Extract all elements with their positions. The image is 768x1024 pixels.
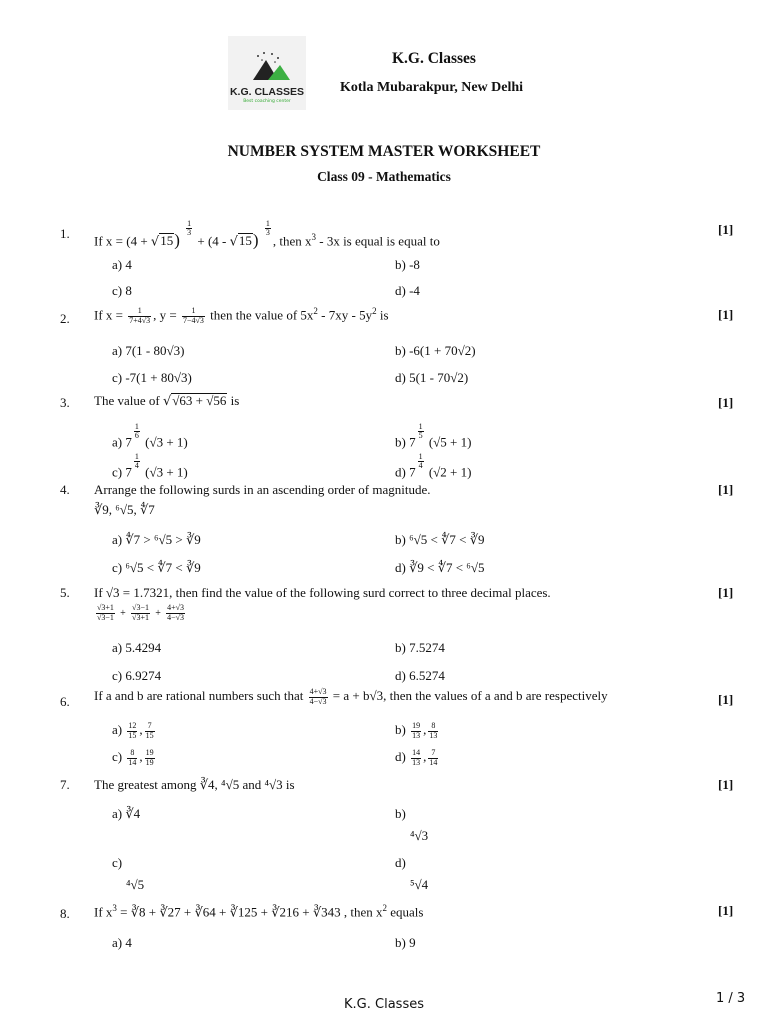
option: a) 5.4294 (112, 640, 162, 655)
marks: [1] (718, 307, 734, 322)
option: c) (112, 855, 123, 870)
marks: [1] (718, 395, 734, 410)
question-number: 5. (60, 585, 70, 600)
marks: [1] (718, 903, 734, 918)
question-text: The value of √√63 + √56 is (94, 393, 240, 409)
question-text: Arrange the following surds in an ascending order of magnitude. (94, 482, 431, 497)
option: c) 7 $\frac{1}{4}$ (√3 + 1) (112, 452, 188, 480)
mountain-logo-icon (228, 36, 306, 86)
org-place: Kotla Mubarakpur, New Delhi (340, 80, 524, 95)
option: c) -7(1 + 80√3) (112, 370, 192, 385)
option: b) (395, 806, 406, 821)
question-expression: $\frac{√3+1}{√3-1}$ + $\frac{√3-1}{√3+1}$ + $\frac{4+√3}{4-√3}$ (97, 603, 184, 622)
option: b) ⁶√5 < ∜7 < ∛9 (395, 532, 485, 547)
option: b) 9 (395, 935, 416, 950)
option: c) $\frac{8}{14}$ , $\frac{19}{19}$ (112, 748, 154, 767)
question-number: 7. (60, 777, 70, 792)
question-text: If x = $\frac{1}{7+4√3}$ , y = $\frac{1}{7-4√3}$ then the value of $5x^2 - 7xy - 5y^2$ is (94, 306, 389, 325)
option: a) 7(1 - 80√3) (112, 343, 185, 358)
option: a) ∛4 (112, 806, 141, 821)
option: d) $\frac{14}{13}$ , $\frac{7}{14}$ (395, 748, 438, 767)
option-value: ⁴√5 (126, 877, 145, 892)
question-number: 3. (60, 395, 70, 410)
question-text: If √3 = 1.7321, then find the value of the following surd correct to three decimal places. (94, 585, 551, 600)
option: b) -8 (395, 257, 420, 272)
option: d) 6.5274 (395, 668, 445, 683)
question-text: The greatest among ∛4, ⁴√5 and ⁴√3 is (94, 777, 295, 792)
question-text: If a and b are rational numbers such that $\frac{4+√3}{4-√3}$ = a + b√3, then the values of a and b are respectively (94, 687, 608, 706)
option: d) 7 $\frac{1}{4}$ (√2 + 1) (395, 452, 472, 480)
question-number: 4. (60, 482, 70, 497)
option: d) (395, 855, 406, 870)
option: a) 4 (112, 935, 132, 950)
option: a) ∜7 > ⁶√5 > ∛9 (112, 532, 201, 547)
marks: [1] (718, 777, 734, 792)
option: b) -6(1 + 70√2) (395, 343, 476, 358)
option: a) $\frac{12}{15}$ , $\frac{7}{15}$ (112, 721, 154, 740)
footer-text: K.G. Classes (344, 997, 424, 1012)
option: a) 7 $\frac{1}{6}$ (√3 + 1) (112, 422, 188, 450)
option: c) ⁶√5 < ∜7 < ∛9 (112, 560, 201, 575)
option: b) 7 $\frac{1}{5}$ (√5 + 1) (395, 422, 472, 450)
option-value: ⁴√3 (410, 828, 429, 843)
option: b) 7.5274 (395, 640, 445, 655)
question-number: 1. (60, 226, 70, 241)
question-number: 2. (60, 311, 70, 326)
option: c) 6.9274 (112, 668, 162, 683)
logo (228, 36, 306, 110)
logo-text: K.G. CLASSES (229, 86, 305, 98)
option: d) ∛9 < ∜7 < ⁶√5 (395, 560, 485, 575)
question-number: 6. (60, 694, 70, 709)
option: c) 8 (112, 283, 132, 298)
worksheet-subtitle: Class 09 - Mathematics (317, 169, 451, 184)
option-value: ⁵√4 (410, 877, 429, 892)
org-name: K.G. Classes (392, 50, 476, 67)
logo-tagline: Best coaching center (243, 99, 291, 104)
worksheet-title: NUMBER SYSTEM MASTER WORKSHEET (227, 143, 541, 160)
marks: [1] (718, 692, 734, 707)
question-number: 8. (60, 906, 70, 921)
question-surds: ∛9, ⁶√5, ∜7 (94, 502, 155, 517)
marks: [1] (718, 585, 734, 600)
question-text: If x = (4 + √15) $\frac{1}{3}$ + (4 - √15) $\frac{1}{3}$ , then $x^3 - 3x$ is equal is equal to (94, 219, 440, 250)
page-number: 1 / 3 (716, 991, 746, 1006)
option: b) $\frac{19}{13}$ , $\frac{8}{13}$ (395, 721, 438, 740)
option: a) 4 (112, 257, 132, 272)
option: d) 5(1 - 70√2) (395, 370, 469, 385)
question-text: If $x^3$ = ∛8 + ∛27 + ∛64 + ∛125 + ∛216 + ∛343 , then $x^2$ equals (94, 903, 424, 920)
marks: [1] (718, 482, 734, 497)
marks: [1] (718, 222, 734, 237)
option: d) -4 (395, 283, 420, 298)
